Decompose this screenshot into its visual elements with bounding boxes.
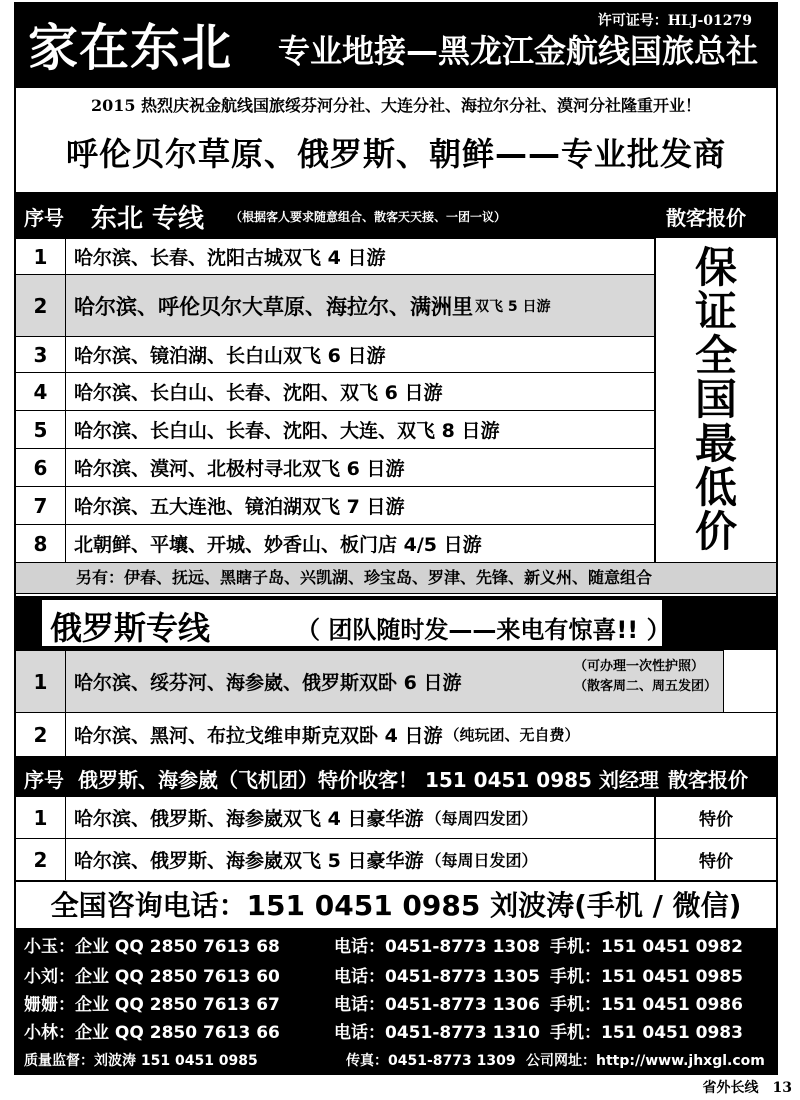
route-suffix: （每周日发团） — [425, 851, 538, 870]
contact-tel: 电话：0451-8773 1305 — [334, 967, 540, 987]
russia-slogan: （ 团队随时发——来电有惊喜!! ） — [296, 616, 671, 644]
russia-section-header — [16, 596, 776, 650]
route-text: 哈尔滨、绥芬河、海参崴、俄罗斯双卧 6 日游 — [74, 672, 462, 694]
russia-title: 俄罗斯专线 — [50, 609, 211, 647]
route-text: 北朝鲜、平壤、开城、妙香山、板门店 4/5 日游 — [74, 534, 482, 556]
route-row — [16, 372, 654, 410]
route-note: （散客周二、周五发团） — [574, 679, 718, 694]
seq-header: 序号 — [24, 206, 64, 230]
flight-route-row — [16, 796, 776, 838]
route-number: 1 — [16, 797, 66, 838]
flight-route-row — [16, 838, 776, 880]
footer-row — [24, 1048, 774, 1074]
company-website[interactable]: 公司网址：http://www.jhxgl.com — [526, 1053, 765, 1069]
route-row — [16, 524, 654, 562]
route-row — [16, 238, 654, 274]
route-suffix: （每周四发团） — [425, 809, 538, 828]
route-number: 2 — [16, 713, 66, 756]
route-row — [16, 410, 654, 448]
contact-mobile: 手机：151 0451 0986 — [550, 995, 743, 1015]
route-row — [16, 336, 654, 372]
contact-tel: 电话：0451-8773 1308 — [334, 937, 540, 957]
page-footer — [703, 1079, 792, 1097]
route-row — [16, 448, 654, 486]
contact-qq: 小林：企业 QQ 2850 7613 66 — [24, 1023, 280, 1043]
license-number: 许可证号：HLJ-01279 — [597, 13, 752, 29]
special-price: 特价 — [654, 839, 776, 880]
brand-subtitle: 专业地接—黑龙江金航线国旅总社 — [278, 32, 759, 70]
page-section: 省外长线 — [702, 1080, 759, 1096]
route-number: 2 — [16, 839, 66, 880]
northeast-section-header — [16, 192, 776, 238]
quality-supervision: 质量监督：刘波涛 151 0451 0985 — [24, 1053, 258, 1069]
russia-route-row — [16, 650, 724, 712]
contact-row — [24, 990, 774, 1020]
route-number: 5 — [16, 411, 66, 448]
route-number: 1 — [16, 239, 66, 274]
route-text — [74, 713, 579, 756]
route-text: 哈尔滨、长白山、长春、沈阳、双飞 6 日游 — [74, 382, 443, 404]
route-number: 2 — [16, 275, 66, 336]
contact-qq: 小玉：企业 QQ 2850 7613 68 — [24, 937, 280, 957]
guarantee-text: 保证全国最低价 — [694, 243, 737, 556]
route-number: 6 — [16, 449, 66, 486]
route-row-highlight — [16, 274, 654, 336]
section-note: （根据客人要求随意组合、散客天天接、一团一议） — [230, 210, 507, 224]
brand-title: 家在东北 — [28, 19, 232, 77]
fax-number: 传真：0451-8773 1309 — [346, 1053, 516, 1069]
route-note: （可办理一次性护照） — [574, 659, 705, 674]
page-number: 13 — [772, 1080, 792, 1096]
route-text: 哈尔滨、五大连池、镜泊湖双飞 7 日游 — [74, 496, 405, 518]
headline: 呼伦贝尔草原、俄罗斯、朝鲜——专业批发商 — [65, 135, 726, 173]
route-notes — [574, 657, 717, 697]
route-number: 4 — [16, 373, 66, 410]
route-text: 哈尔滨、长春、沈阳古城双飞 4 日游 — [74, 247, 386, 269]
price-header: 散客报价 — [666, 206, 746, 230]
contact-row — [24, 962, 774, 992]
route-text — [74, 839, 537, 880]
flight-section-header — [16, 756, 776, 796]
price-header: 散客报价 — [668, 768, 748, 792]
route-text — [74, 797, 537, 838]
route-text: 哈尔滨、镜泊湖、长白山双飞 6 日游 — [74, 345, 386, 367]
advertisement — [14, 2, 778, 1075]
other-destinations: 另有：伊春、抚远、黑瞎子岛、兴凯湖、珍宝岛、罗津、先锋、新义州、随意组合 — [16, 562, 776, 594]
route-text — [74, 275, 551, 336]
russia-route-row — [16, 712, 776, 756]
route-number: 7 — [16, 487, 66, 524]
route-number: 1 — [16, 651, 66, 712]
route-main: 哈尔滨、黑河、布拉戈维申斯克双卧 4 日游 — [74, 725, 443, 747]
route-text: 哈尔滨、漠河、北极村寻北双飞 6 日游 — [74, 458, 405, 480]
route-text: 哈尔滨、长白山、长春、沈阳、大连、双飞 8 日游 — [74, 420, 500, 442]
national-hotline: 全国咨询电话：151 0451 0985 刘波涛(手机 / 微信) — [16, 880, 776, 928]
contact-mobile: 手机：151 0451 0982 — [550, 937, 743, 957]
contact-mobile: 手机：151 0451 0985 — [550, 967, 743, 987]
route-row — [16, 486, 654, 524]
route-suffix: 双飞 5 日游 — [475, 298, 551, 315]
route-number: 8 — [16, 525, 66, 562]
flight-section-title: 俄罗斯、海参崴（飞机团）特价收客！ 151 0451 0985 刘经理 — [78, 768, 659, 792]
contact-mobile: 手机：151 0451 0983 — [550, 1023, 743, 1043]
contact-row — [24, 932, 774, 962]
route-main: 哈尔滨、俄罗斯、海参崴双飞 4 日豪华游 — [74, 808, 424, 830]
route-main: 哈尔滨、俄罗斯、海参崴双飞 5 日豪华游 — [74, 850, 424, 872]
route-number: 3 — [16, 337, 66, 372]
seq-header: 序号 — [24, 768, 64, 792]
route-main: 哈尔滨、呼伦贝尔大草原、海拉尔、满洲里 — [74, 294, 473, 319]
contact-qq: 小刘：企业 QQ 2850 7613 60 — [24, 967, 280, 987]
special-price: 特价 — [654, 797, 776, 838]
contacts-panel — [16, 928, 776, 1075]
top-banner — [16, 4, 776, 88]
contact-tel: 电话：0451-8773 1306 — [334, 995, 540, 1015]
route-suffix: （纯玩团、无自费） — [444, 726, 580, 744]
lowest-price-guarantee — [654, 238, 776, 562]
contact-qq: 姗姗：企业 QQ 2850 7613 67 — [24, 995, 280, 1015]
contact-tel: 电话：0451-8773 1310 — [334, 1023, 540, 1043]
announcement: 2015 热烈庆祝金航线国旅绥芬河分社、大连分社、海拉尔分社、漠河分社隆重开业！ — [90, 96, 702, 115]
section-title: 东北 专线 — [91, 204, 205, 234]
contact-row — [24, 1018, 774, 1048]
